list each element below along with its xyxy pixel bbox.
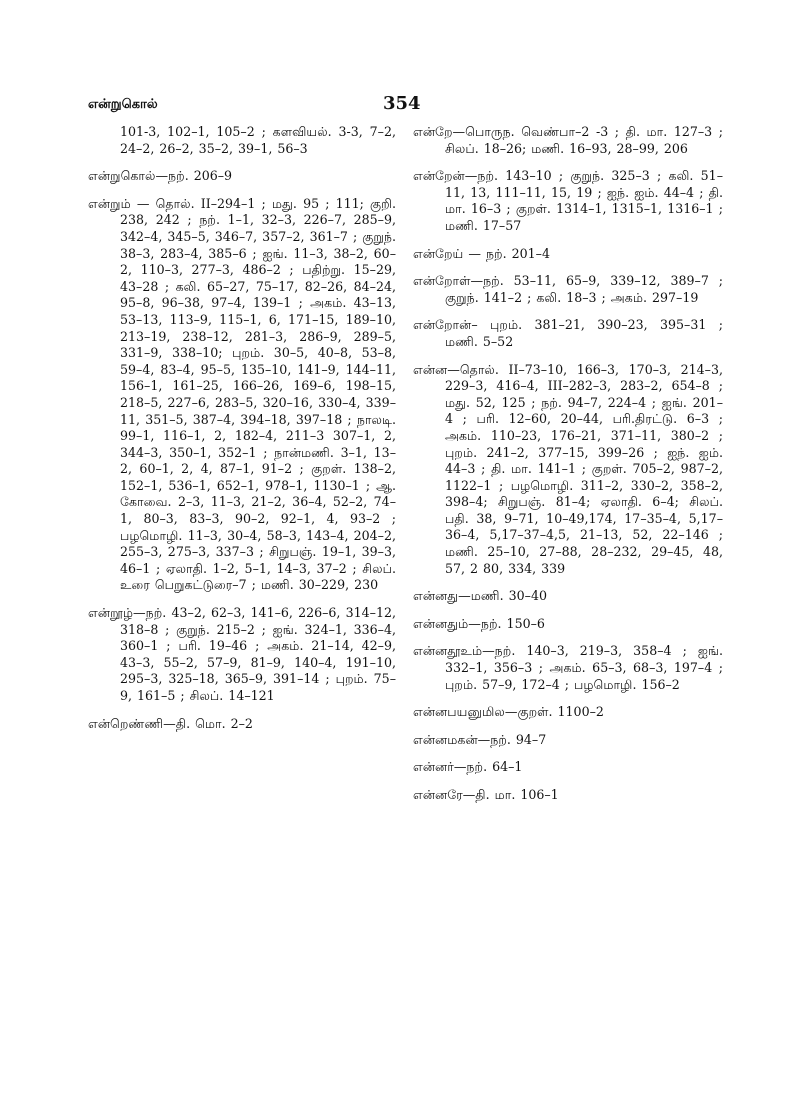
index-entry: என்றேய் — நற். 201–4 [413, 245, 550, 261]
index-entry: என்ன—தொல். II–73–10, 166–3, 170–3, 214–3, 229–3, 416–4, III–282–3, 283–2, 654–8 ; மது. 52, 125 ; நற். 94–7, 224–4 ; ஐங். 201–4 ; பரி. 12–60, 20–44, பரி.திரட்டு. 6–3 ; அகம். 110–23, 176–21, 371–11, 380–2 ; புறம். 241–2, 377–15, 399–26 ; ஐந். ஐம். 44–3 ; தி. மா. 141–1 ; குறள். 705–2, 987–2, 1122–1 ; பழமொழி. 311–2, 330–2, 358–2, 398–4; சிறுபஞ். 81–4; ஏலாதி. 6–4; சிலப். பதி. 38, 9–71, 10–49,174, 17–35–4, 5,17–36–4, 5,17–37–4,5, 21–13, 52, 22–146 ; மணி. 25–10, 27–88, 28–232, 29–45, 48, 57, 2 80, 334, 339 [413, 361, 723, 576]
index-entry: 101-3, 102–1, 105–2 ; களவியல். 3-3, 7–2, 24–2, 26–2, 35–2, 39–1, 56–3 [120, 124, 396, 156]
page-number: 354 [383, 93, 421, 114]
index-entry: என்னர்—நற். 64–1 [413, 759, 523, 775]
right-column [413, 124, 723, 815]
index-entry: என்னது—மணி. 30–40 [413, 588, 547, 604]
index-entry: என்றூழ்—நற். 43–2, 62–3, 141–6, 226–6, 314–12, 318–8 ; குறுந். 215–2 ; ஐங். 324–1, 336–4, 360–1 ; பரி. 19–46 ; அகம். 21–14, 42–9, 43–3, 55–2, 57–9, 81–9, 140–4, 191–10, 295–3, 325–18, 365–9, 391–14 ; புறம். 75–9, 161–5 ; சிலப். 14–121 [88, 605, 396, 703]
index-entry: என்றெண்ணி—தி. மொ. 2–2 [88, 715, 253, 731]
index-entry: என்றுகொல்—நற். 206–9 [88, 168, 233, 184]
index-entry: என்னபயனுமில—குறள். 1100–2 [413, 704, 604, 720]
index-entry: என்னதூஉம்—நற். 140–3, 219–3, 358–4 ; ஐங். 332–1, 356–3 ; அகம். 65–3, 68–3, 197–4 ; புறம். 57–9, 172–4 ; பழமொழி. 156–2 [413, 643, 723, 692]
index-entry: என்றோன்– புறம். 381–21, 390–23, 395–31 ; மணி. 5–52 [413, 317, 723, 349]
running-head: என்றுகொல் [88, 97, 158, 112]
index-entry: என்னமகன்—நற். 94–7 [413, 731, 547, 747]
index-entry: என்னதும்—நற். 150–6 [413, 615, 545, 631]
index-entry: என்றும் — தொல். II–294–1 ; மது. 95 ; 111; குறி. 238, 242 ; நற். 1–1, 32–3, 226–7, 285–9, 342–4, 345–5, 346–7, 357–2, 361–7 ; குறுந். 38–3, 283–4, 385–6 ; ஐங். 11–3, 38–2, 60–2, 110–3, 277–3, 486–2 ; பதிற்று. 15–29, 43–28 ; கலி. 65–27, 75–17, 82–26, 84–24, 95–8, 96–38, 97–4, 139–1 ; அகம். 43–13, 53–13, 113–9, 115–1, 6, 171–15, 189–10, 213–19, 238–12, 281–3, 286–9, 289–5, 331–9, 338–10; புறம். 30–5, 40–8, 53–8, 59–4, 83–4, 95–5, 135–10, 141–9, 144–11, 156–1, 161–25, 166–26, 169–6, 198–15, 218–5, 227–6, 283–5, 320–16, 330–4, 339–11, 351–5, 387–4, 394–18, 397–18 ; நாலடி. 99–1, 116–1, 2, 182–4, 211–3 307–1, 2, 344–3, 350–1, 352–1 ; நான்மணி. 3–1, 13–2, 60–1, 2, 4, 87–1, 91–2 ; குறள். 138–2, 152–1, 536–1, 652–1, 978–1, 1130–1 ; ஆ. கோவை. 2–3, 11–3, 21–2, 36–4, 52–2, 74–1, 80–3, 83–3, 90–2, 92–1, 4, 93–2 ; பழமொழி. 11–3, 30–4, 58–3, 143–4, 204–2, 255–3, 275–3, 337–3 ; சிறுபஞ். 19–1, 39–3, 46–1 ; ஏலாதி. 1–2, 5–1, 14–3, 37–2 ; சிலப். உரை பெறுகட்டுரை–7 ; மணி. 30–229, 230 [88, 195, 396, 593]
index-entry: என்றேன்—நற். 143–10 ; குறுந். 325–3 ; கலி. 51–11, 13, 111–11, 15, 19 ; ஐந். ஐம். 44–4 ; தி. மா. 16–3 ; குறள். 1314–1, 1315–1, 1316–1 ; மணி. 17–57 [413, 168, 723, 233]
index-entry: என்றே—பொருந. வெண்பா–2 -3 ; தி. மா. 127–3 ; சிலப். 18–26; மணி. 16–93, 28–99, 206 [413, 124, 723, 156]
index-entry: என்னரே—தி. மா. 106–1 [413, 787, 559, 802]
left-column [88, 124, 396, 743]
index-entry: என்றோள்—நற். 53–11, 65–9, 339–12, 389–7 ; குறுந். 141–2 ; கலி. 18–3 ; அகம். 297–19 [413, 273, 723, 305]
